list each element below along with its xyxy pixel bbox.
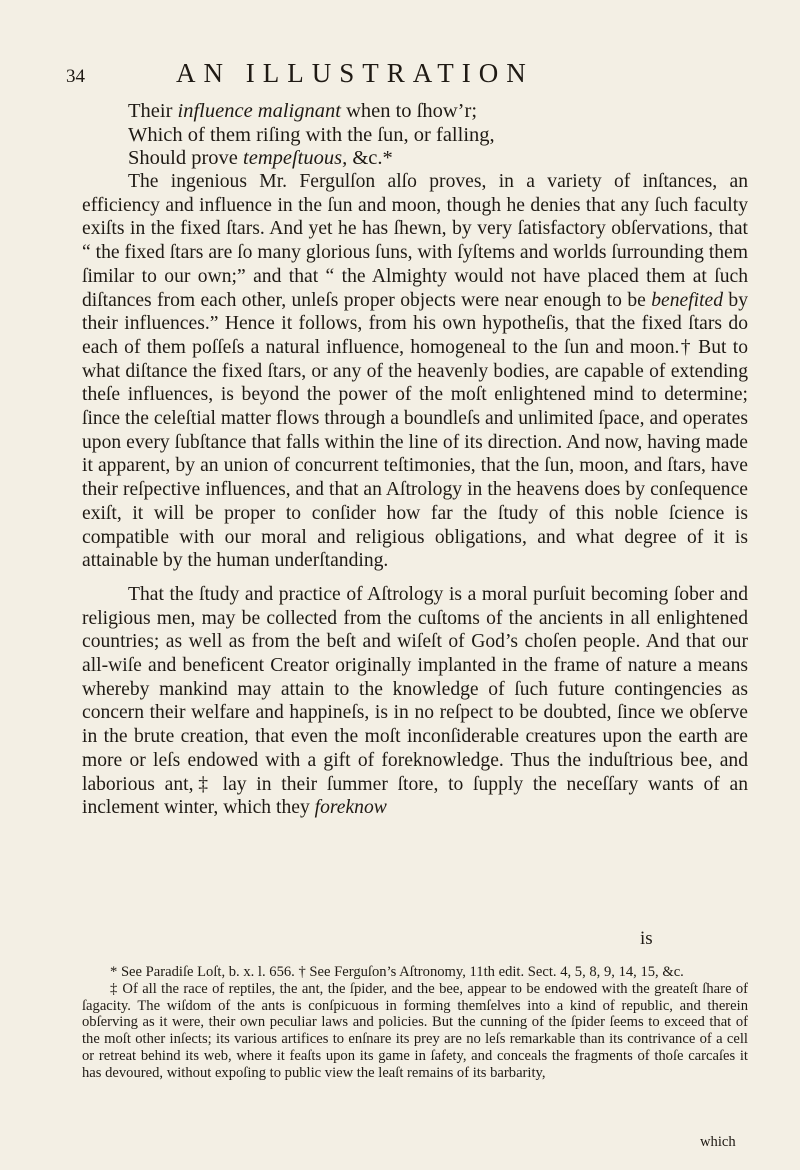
running-title: AN ILLUSTRATION <box>176 58 534 88</box>
main-text <box>82 170 748 820</box>
catchword: is <box>640 928 653 949</box>
paragraph-1: The ingenious Mr. Fergulſon alſo proves, in a variety of inſtances, an efficiency and influence in the ſun and moon, though he denies that any ſuch faculty exiſts in the fixed ſtars. And yet he has ſhewn, by very ſatisfactory obſervations, that “ the fixed ſtars are ſo many glorious ſuns, with ſyſtems and worlds ſurrounding them ſimilar to our own;” and that “ the Almighty would not have placed them at ſuch diſtances from each other, unleſs proper objects were near enough to be benefited by their influences.” Hence it follows, from his own hypotheſis, that the fixed ſtars do each of them poſſeſs a natural influence, homogeneal to the ſun and moon.† But to what diſtance the fixed ſtars, or any of the heavenly bodies, are capable of extending theſe influences, is beyond the power of the moſt enlightened mind to determine; ſince the celeſtial matter flows through a boundleſs and unlimited ſpace, and operates upon every ſubſtance that falls within the line of its direction. And now, having made it apparent, by an union of concurrent teſtimonies, that the ſun, moon, and ſtars, have their reſpective influences, and that an Aſtrology in the heavens does by conſequence exiſt, it will be proper to conſider how far the ſtudy of this noble ſcience is compatible with our moral and religious obligations, and what degree of it is attainable by the human underſtanding. <box>82 171 749 572</box>
footnote-1: * See Paradiſe Loſt, b. x. l. 656. † See Ferguſon’s Aſtronomy, 11th edit. Sect. 4, 5, 8, 9, 14, 15, &c. <box>110 964 684 980</box>
verse-line-3: Should prove tempeſtuous, &c.* <box>128 147 393 169</box>
page-header <box>66 58 746 88</box>
verse-line-2: Which of them riſing with the ſun, or falling, <box>128 123 495 146</box>
footnote-2: ‡ Of all the race of reptiles, the ant, the ſpider, and the bee, appear to be endowed with the greateſt ſhare of ſagacity. The wiſdom of the ants is conſpicuous in forming themſelves into a kind of republic, and therein obſerving as it were, their own peculiar laws and policies. But the cunning of the ſpider ſeems to exceed that of the moſt other inſects; its various artifices to enſnare its prey are no leſs remarkable than its contrivance of a cell or retreat behind its web, where it feaſts upon its game in ſafety, and conceals the fragments of thoſe carcaſes it has devoured, without expoſing to public view the leaſt remains of its barbarity, <box>82 980 748 1081</box>
footnotes <box>82 964 748 1082</box>
footnote-catchword: which <box>700 1134 736 1150</box>
verse-line-1: Their influence malignant when to ſhow’r; <box>128 100 478 122</box>
verse-quotation <box>128 100 748 171</box>
paragraph-2: That the ſtudy and practice of Aſtrology is a moral purſuit becoming ſober and religious men, may be collected from the cuſtoms of the ancients in all enlightened countries; as well as from the beſt and wiſeſt of God’s choſen people. And that our all-wiſe and beneficent Creator originally implanted in the frame of nature a means whereby mankind may attain to the knowledge of ſuch future contingencies as concern their welfare and happineſs, is in no reſpect to be doubted, ſince we obſerve in the brute creation, that even the moſt inconſiderable creatures upon the earth are more or leſs endowed with a gift of foreknowledge. Thus the induſtrious bee, and laborious ant,‡ lay in their ſummer ſtore, to ſupply the neceſſary wants of an inclement winter, which they foreknow <box>82 583 748 819</box>
page-number: 34 <box>66 66 85 87</box>
